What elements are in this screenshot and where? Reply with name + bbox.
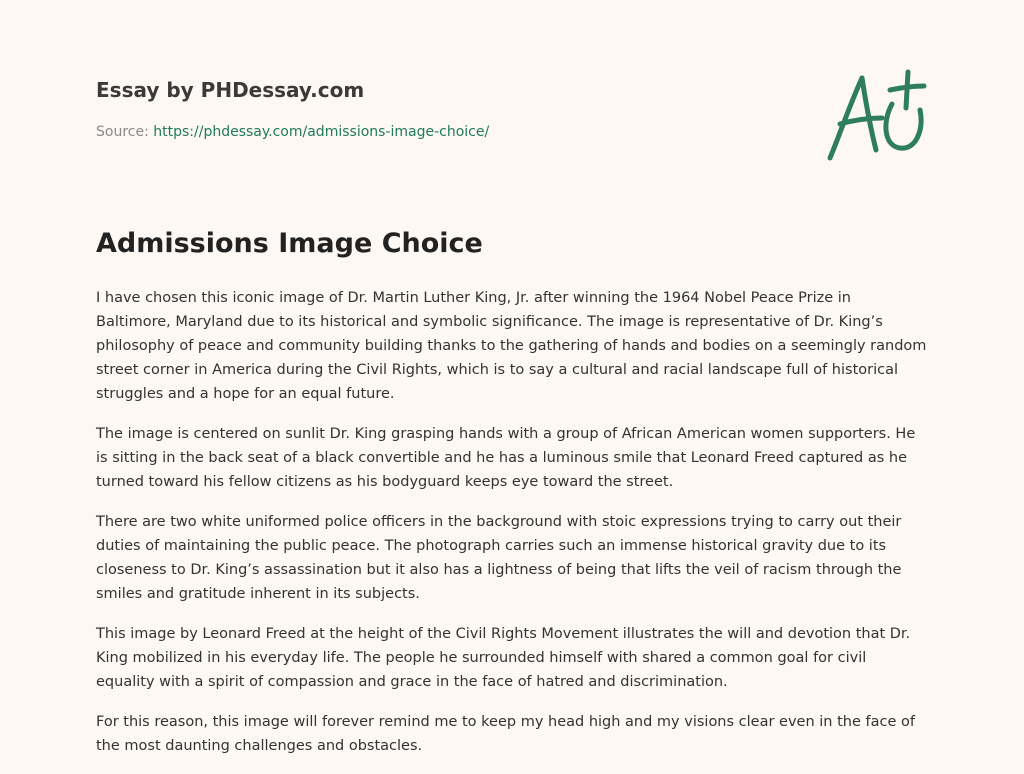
a-plus-logo-icon (820, 64, 930, 168)
source-link[interactable]: https://phdessay.com/admissions-image-choice/ (153, 124, 490, 140)
paragraph: The image is centered on sunlit Dr. King grasping hands with a group of African American women supporters. He is sitting in the back seat of a black convertible and he has a luminous smile that Leonard Freed captured as he turned toward his fellow citizens as his bodyguard keeps eye toward the street. (96, 426, 916, 490)
paragraph: There are two white uniformed police officers in the background with stoic expressions trying to carry out their duties of maintaining the public peace. The photograph carries such an immense historical gravity due to its closeness to Dr. King’s assassination but it also has a lightness of being that lifts the veil of racism through the smiles and gratitude inherent in its subjects. (96, 514, 902, 602)
paragraph: For this reason, this image will forever remind me to keep my head high and my visions clear even in the face of the most daunting challenges and obstacles. (96, 714, 915, 754)
paragraph: This image by Leonard Freed at the height of the Civil Rights Movement illustrates the will and devotion that Dr. King mobilized in his everyday life. The people he surrounded himself with shared a common goal for civil equality with a spirit of compassion and grace in the face of hatred and discrimination. (96, 626, 911, 690)
essay-body (96, 286, 928, 774)
paragraph: I have chosen this iconic image of Dr. Martin Luther King, Jr. after winning the 1964 Nobel Peace Prize in Baltimore, Maryland due to its historical and symbolic significance. The image is representative of Dr. King’s philosophy of peace and community building thanks to the gathering of hands and bodies on a seemingly random street corner in America during the Civil Rights, which is to say a cultural and racial landscape full of historical struggles and a hope for an equal future. (96, 290, 927, 402)
brand-title: Essay by PHDessay.com (96, 78, 365, 102)
source-line (96, 122, 796, 142)
source-label: Source: (96, 124, 154, 140)
essay-title: Admissions Image Choice (96, 228, 483, 259)
essay-header (96, 76, 796, 142)
